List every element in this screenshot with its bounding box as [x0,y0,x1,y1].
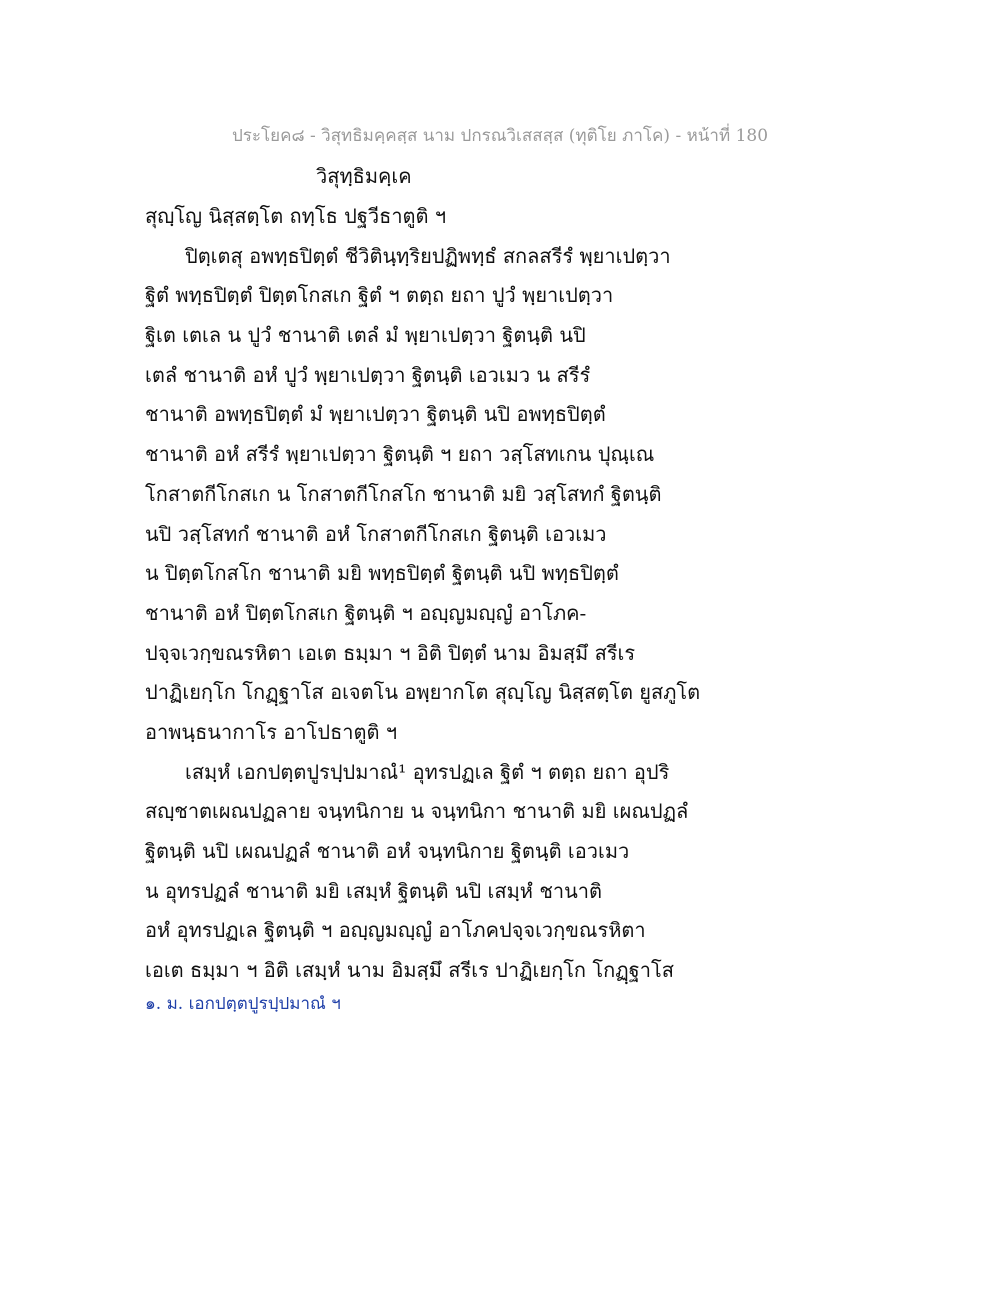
text-line: สญฺชาตเผณปฏลาย จนฺทนิกาย น จนฺทนิกา ชานาติ มยิ เผณปฏลํ [145,799,689,824]
section-title: วิสุทฺธิมคฺเค [316,164,412,188]
text-line: ปจฺจเวกฺขณรหิตา เอเต ธมฺมา ฯ อิติ ปิตฺตํ นาม อิมสฺมึ สรีเร [145,640,636,665]
text-line-paragraph-start: ปิตฺเตสุ อพทฺธปิตฺตํ ชีวิตินฺทฺริยปฏิพทฺธํ สกลสรีรํ พฺยาเปตฺวา [185,243,671,268]
text-line: สุญฺโญ นิสฺสตฺโต ถทฺโธ ปฐวีธาตูติ ฯ [145,204,447,228]
text-line: ฐิตนฺติ นปิ เผณปฏลํ ชานาติ อหํ จนฺทนิกาย ฐิตนฺติ เอวเมว [145,839,630,863]
body-text [145,197,705,991]
text-line: โกสาตกีโกสเก น โกสาตกีโกสโก ชานาติ มยิ วสฺโสทกํ ฐิตนฺติ [145,481,662,506]
text-line: เตลํ ชานาติ อหํ ปูวํ พฺยาเปตฺวา ฐิตนฺติ เอวเมว น สรีรํ [145,362,591,387]
text-line: เอเต ธมฺมา ฯ อิติ เสมฺหํ นาม อิมสฺมึ สรีเร ปาฏิเยกฺโก โกฏฺฐาโส [145,958,674,983]
text-line: ฐิเต เตเล น ปูวํ ชานาติ เตลํ มํ พฺยาเปตฺวา ฐิตนฺติ นปิ [145,323,586,348]
text-line: อาพนฺธนากาโร อาโปธาตูติ ฯ [145,719,398,744]
text-line: ฐิตํ พทฺธปิตฺตํ ปิตฺตโกสเก ฐิตํ ฯ ตตฺถ ยถา ปูวํ พฺยาเปตฺวา [145,283,614,308]
text-line: ชานาติ อพทฺธปิตฺตํ มํ พฺยาเปตฺวา ฐิตนฺติ นปิ อพทฺธปิตฺตํ [145,402,606,427]
text-line: น อุทรปฏลํ ชานาติ มยิ เสมฺหํ ฐิตนฺติ นปิ เสมฺหํ ชานาติ [145,878,603,903]
text-line: น ปิตฺตโกสโก ชานาติ มยิ พทฺธปิตฺตํ ฐิตนฺติ นปิ พทฺธปิตฺตํ [145,561,619,586]
text-line: นปิ วสฺโสทกํ ชานาติ อหํ โกสาตกีโกสเก ฐิตนฺติ เอวเมว [145,521,607,546]
text-line-paragraph-start: เสมฺหํ เอกปตฺตปูรปฺปมาณํ¹ อุทรปฏเล ฐิตํ ฯ ตตฺถ ยถา อุปริ [185,759,670,784]
text-line: ปาฏิเยกฺโก โกฏฺฐาโส อเจตโน อพฺยากโต สุญฺโญ นิสฺสตฺโต ยูสภูโต [145,680,701,705]
text-line: ชานาติ อหํ สรีรํ พฺยาเปตฺวา ฐิตนฺติ ฯ ยถา วสฺโสทเกน ปุณฺเณ [145,442,655,467]
page-header: ประโยค๘ - วิสุทธิมคฺคสฺส นาม ปกรณวิเสสสฺส (ทุติโย ภาโค) - หน้าที่ 180 [231,126,769,146]
footnote: ๑. ม. เอกปตฺตปูรปฺปมาณํ ฯ [145,994,341,1014]
text-line: ชานาติ อหํ ปิตฺตโกสเก ฐิตนฺติ ฯ อญฺญมญฺญํ อาโภค- [145,600,587,625]
text-line: อหํ อุทรปฏเล ฐิตนฺติ ฯ อญฺญมญฺญํ อาโภคปจฺจเวกฺขณรหิตา [145,918,646,943]
